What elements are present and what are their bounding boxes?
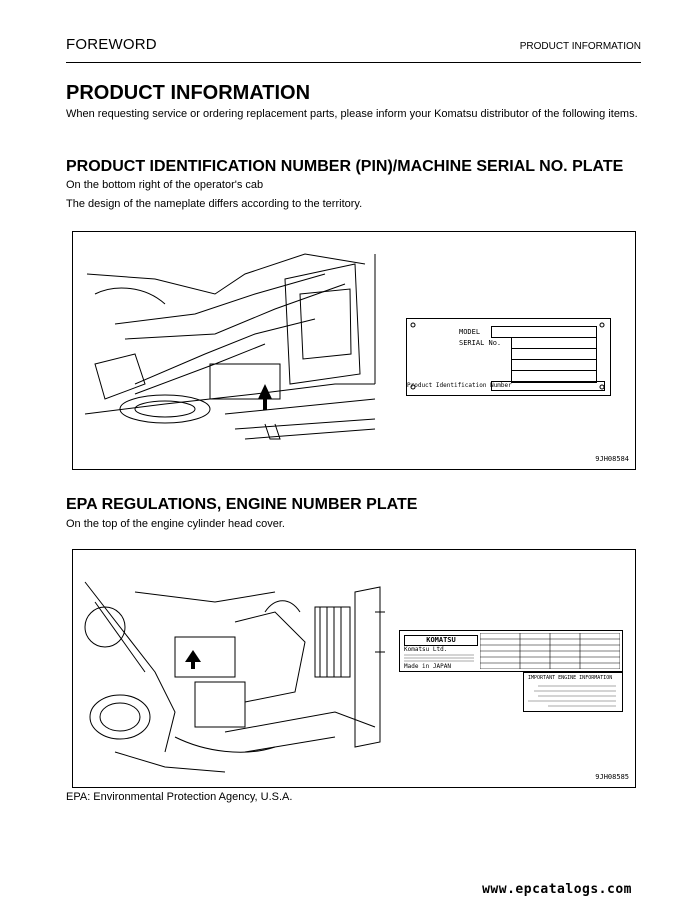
pin-figure-id: 9JH08584 [595,455,629,463]
header-section: FOREWORD [66,36,157,53]
plate-fine-print [404,653,476,663]
pin-section-heading: PRODUCT IDENTIFICATION NUMBER (PIN)/MACHINE SERIAL NO. PLATE [66,158,624,175]
plate-data-grid [480,633,620,669]
komatsu-logo: KOMATSU [404,635,478,646]
intro-paragraph: When requesting service or ordering replacement parts, please inform your Komatsu distributor of the following items. [66,108,638,120]
page-title: PRODUCT INFORMATION [66,82,311,104]
emission-info-plate [523,672,623,712]
engine-illustration [75,552,385,784]
footer-url[interactable]: www.epcatalogs.com [482,882,632,897]
epa-section-heading: EPA REGULATIONS, ENGINE NUMBER PLATE [66,496,418,513]
pin-label: Product Identification Number [407,382,512,389]
made-in-label: Made in JAPAN [404,663,451,670]
header-chapter: PRODUCT INFORMATION [519,41,641,52]
pin-figure [72,231,636,470]
model-label: MODEL [459,328,481,336]
emission-title: IMPORTANT ENGINE INFORMATION [528,675,613,681]
company-name: Komatsu Ltd. [404,646,448,653]
serial-field [511,337,597,383]
pin-field [491,381,605,391]
serial-plate [406,318,611,396]
epa-footnote: EPA: Environmental Protection Agency, U.S.A. [66,791,293,803]
pin-note-text: The design of the nameplate differs according to the territory. [66,198,363,210]
emission-fine-print [528,683,618,709]
epa-figure-id: 9JH08585 [595,773,629,781]
header-divider [66,62,641,63]
epa-location-text: On the top of the engine cylinder head cover. [66,518,285,530]
cab-illustration [75,234,395,466]
engine-number-plate [399,630,623,672]
epa-figure [72,549,636,788]
pin-location-text: On the bottom right of the operator's cab [66,179,264,191]
serial-label: SERIAL No. [459,339,502,347]
